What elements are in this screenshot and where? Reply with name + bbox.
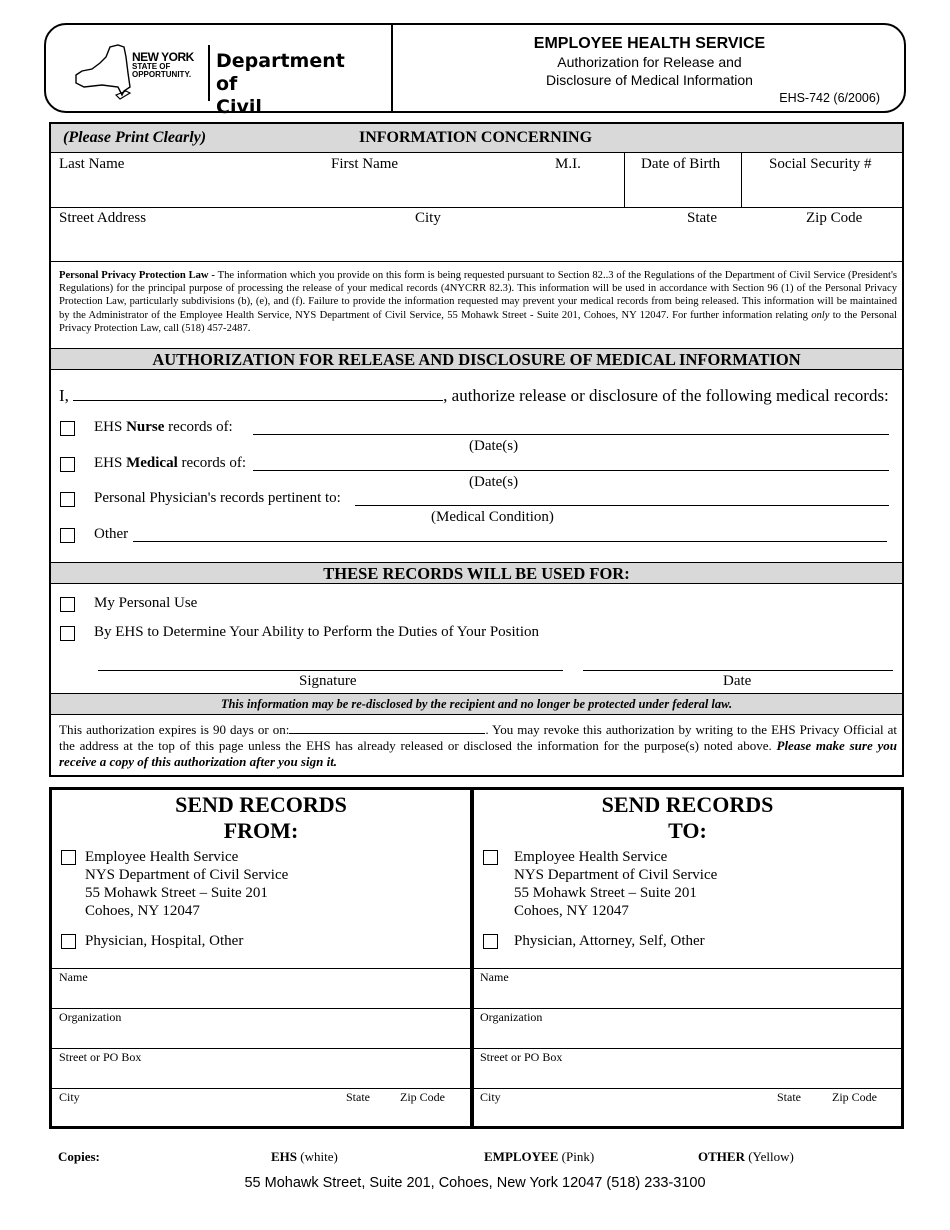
from-ehs-checkbox[interactable] — [61, 850, 76, 865]
form-subtitle-1: Authorization for Release and — [557, 54, 742, 70]
footer-address: 55 Mohawk Street, Suite 201, Cohoes, New York 12047 (518) 233-3100 — [244, 1175, 706, 1191]
to-ehs-checkbox[interactable] — [483, 850, 498, 865]
ssn-input-area[interactable] — [742, 174, 902, 206]
from-name-input[interactable] — [52, 986, 470, 1008]
logo-line-2: STATE OF — [132, 62, 171, 71]
copies-label: Copies: — [58, 1149, 100, 1164]
personal-use-label: My Personal Use — [94, 595, 198, 611]
info-heading: INFORMATION CONCERNING — [359, 129, 593, 146]
usage-heading: THESE RECORDS WILL BE USED FOR: — [323, 564, 630, 583]
to-city-label: City — [480, 1090, 501, 1104]
main-form — [49, 122, 904, 777]
nurse-records-label: EHS Nurse records of: — [94, 419, 233, 435]
medical-records-checkbox[interactable] — [60, 457, 75, 472]
form-title: EMPLOYEE HEALTH SERVICE — [533, 35, 766, 52]
logo-line-3: OPPORTUNITY. — [132, 70, 192, 79]
to-organization-label: Organization — [480, 1010, 543, 1024]
nurse-dates-field[interactable] — [253, 434, 889, 435]
send-to-heading: SEND RECORDS TO: — [601, 792, 774, 843]
other-records-label: Other — [94, 526, 129, 542]
ehs-determination-checkbox[interactable] — [60, 626, 75, 641]
street-address-label: Street Address — [59, 210, 147, 226]
copy-employee: EMPLOYEE (Pink) — [484, 1149, 595, 1164]
first-name-label: First Name — [331, 156, 399, 172]
address-input-area[interactable] — [51, 228, 902, 260]
signature-label: Signature — [299, 673, 357, 689]
copy-ehs: EHS (white) — [271, 1149, 338, 1164]
print-clearly-note: (Please Print Clearly) — [63, 129, 207, 146]
medical-records-label: EHS Medical records of: — [94, 455, 247, 471]
personal-use-checkbox[interactable] — [60, 597, 75, 612]
to-street-input[interactable] — [474, 1066, 901, 1088]
form-number: EHS-742 (6/2006) — [779, 91, 880, 105]
to-other-checkbox[interactable] — [483, 934, 498, 949]
ehs-determination-label: By EHS to Determine Your Ability to Perform the Duties of Your Position — [94, 624, 540, 640]
medical-condition-field[interactable] — [355, 505, 889, 506]
ssn-label: Social Security # — [769, 156, 872, 172]
to-city-input[interactable] — [474, 1106, 901, 1126]
to-name-input[interactable] — [474, 986, 901, 1008]
copy-other: OTHER (Yellow) — [698, 1149, 794, 1164]
other-records-checkbox[interactable] — [60, 528, 75, 543]
nys-logo — [72, 43, 345, 118]
send-from-heading: SEND RECORDS FROM: — [175, 792, 347, 843]
form-title-block — [393, 35, 906, 89]
expiry-date-field[interactable] — [289, 722, 485, 734]
other-records-field[interactable] — [133, 541, 887, 542]
from-organization-label: Organization — [59, 1010, 122, 1024]
authorization-heading: AUTHORIZATION FOR RELEASE AND DISCLOSURE OF MEDICAL INFORMATION — [152, 350, 801, 369]
logo-divider — [208, 45, 210, 101]
from-zip-label: Zip Code — [400, 1090, 445, 1104]
state-label: State — [687, 210, 717, 226]
redisclose-notice: This information may be re-disclosed by the recipient and no longer be protected under federal law. — [220, 697, 733, 711]
city-label: City — [415, 210, 441, 226]
name-input-area[interactable] — [51, 174, 624, 206]
authorization-heading-band — [51, 348, 902, 370]
from-city-input[interactable] — [52, 1106, 470, 1126]
from-ehs-address: Employee Health Service NYS Department of Civil Service 55 Mohawk Street – Suite 201 Cohoes, NY 12047 — [85, 849, 289, 919]
dob-label: Date of Birth — [641, 156, 721, 172]
to-zip-label: Zip Code — [832, 1090, 877, 1104]
copies-distribution — [58, 1149, 898, 1167]
from-street-label: Street or PO Box — [59, 1050, 142, 1064]
from-organization-input[interactable] — [52, 1026, 470, 1048]
logo-line-1: NEW YORK — [132, 50, 194, 64]
expiry-notice: This authorization expires is 90 days or on: . You may revoke this authorization by writing to the EHS Privacy Official at the address at the top of this page unless the EHS has already released or disclosed the information for the purpose(s) noted above. Please make sure you receive a copy of this authorization after you sign it. — [59, 722, 897, 769]
signature-field[interactable] — [98, 670, 563, 671]
last-name-label: Last Name — [59, 156, 125, 172]
physician-records-label: Personal Physician's records pertinent to: — [94, 490, 341, 506]
form-header — [44, 23, 906, 118]
medical-dates-caption: (Date(s) — [469, 474, 519, 490]
authorizer-name-field[interactable] — [73, 387, 443, 401]
from-city-label: City — [59, 1090, 80, 1104]
to-other-label: Physician, Attorney, Self, Other — [514, 933, 705, 949]
form-subtitle-2: Disclosure of Medical Information — [546, 72, 753, 88]
medical-dates-field[interactable] — [253, 470, 889, 471]
to-ehs-address: Employee Health Service NYS Department of Civil Service 55 Mohawk Street – Suite 201 Cohoes, NY 12047 — [514, 849, 718, 919]
from-street-input[interactable] — [52, 1066, 470, 1088]
dob-input-area[interactable] — [625, 174, 741, 206]
nurse-dates-caption: (Date(s) — [469, 438, 519, 454]
signature-date-field[interactable] — [583, 670, 893, 671]
to-state-label: State — [777, 1090, 801, 1104]
mi-label: M.I. — [555, 156, 581, 172]
from-other-label: Physician, Hospital, Other — [85, 933, 244, 949]
zip-code-label: Zip Code — [806, 210, 863, 226]
from-name-label: Name — [59, 970, 88, 984]
from-other-checkbox[interactable] — [61, 934, 76, 949]
authorize-statement: I, , authorize release or disclosure of the following medical records: — [59, 386, 889, 405]
info-heading-band — [51, 124, 902, 153]
logo-wordmark — [132, 51, 194, 79]
to-name-label: Name — [480, 970, 509, 984]
to-street-label: Street or PO Box — [480, 1050, 563, 1064]
send-records-box — [49, 787, 904, 1129]
to-organization-input[interactable] — [474, 1026, 901, 1048]
department-name: Department of Civil — [216, 50, 345, 118]
physician-records-checkbox[interactable] — [60, 492, 75, 507]
nurse-records-checkbox[interactable] — [60, 421, 75, 436]
from-state-label: State — [346, 1090, 370, 1104]
medical-condition-caption: (Medical Condition) — [431, 509, 554, 525]
redisclose-band — [51, 693, 902, 715]
signature-date-label: Date — [723, 673, 752, 689]
privacy-notice: Personal Privacy Protection Law - The information which you provide on this form is being requested pursuant to Section 82..3 of the Regulations of the Department of Civil Service (President's Regulations) for the principal purpose of processing the release of your medical records (4NYCRR 82.3). This information will be used in accordance with Section 96 (1) of the Personal Privacy Protection Law, particularly subdivisions (b), (e), and (f). Failure to provide the information requested may prevent your medical records from being released. This information will be maintained by the Administrator of the Employee Health Service, NYS Department of Civil Service, 55 Mohawk Street - Suite 201, Cohoes, NY 12047. For further information relating only to the Personal Privacy Protection Law, call (518) 457-2487. — [59, 270, 898, 334]
usage-heading-band — [51, 562, 902, 584]
ny-state-map-icon — [72, 43, 132, 101]
